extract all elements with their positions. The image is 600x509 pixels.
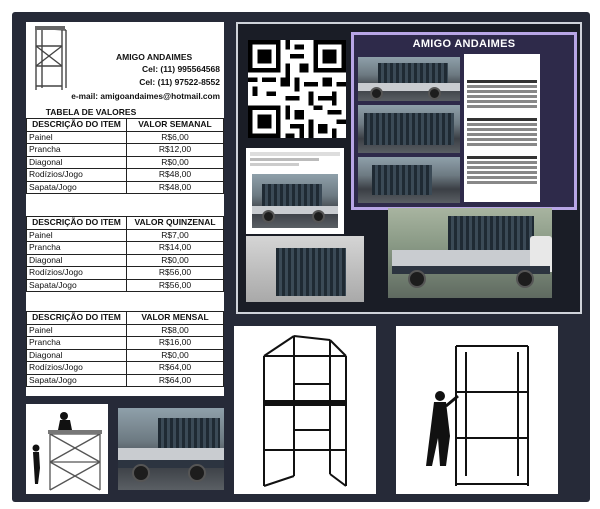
phone-1: Cel: (11) 995564568 <box>142 64 220 74</box>
item-name: Diagonal <box>27 254 127 267</box>
brochure-image <box>351 32 577 210</box>
worker-scaffold-image <box>26 404 108 494</box>
email-address: e-mail: amigoandaimes@hotmail.com <box>71 91 220 101</box>
collage-frame <box>12 12 590 502</box>
col-header-item: DESCRIÇÃO DO ITEM <box>27 217 127 230</box>
col-header-item: DESCRIÇÃO DO ITEM <box>27 312 127 325</box>
phone-2: Cel: (11) 97522-8552 <box>139 77 220 87</box>
table-row <box>27 131 224 144</box>
table-weekly <box>26 118 224 194</box>
brochure-price-sheet <box>464 54 540 202</box>
table-row <box>27 337 224 350</box>
item-name: Sapata/Jogo <box>27 279 127 292</box>
item-name: Painel <box>27 324 127 337</box>
table-row <box>27 324 224 337</box>
table-row <box>27 374 224 387</box>
item-price: R$0,00 <box>127 349 224 362</box>
col-header-value: VALOR SEMANAL <box>127 119 224 132</box>
item-name: Rodízios/Jogo <box>27 169 127 182</box>
table-row <box>27 144 224 157</box>
table-row <box>27 229 224 242</box>
table-row <box>27 362 224 375</box>
table-title: TABELA DE VALORES <box>45 107 137 117</box>
item-name: Sapata/Jogo <box>27 181 127 194</box>
table-row <box>27 267 224 280</box>
item-price: R$64,00 <box>127 374 224 387</box>
price-panel <box>26 22 224 396</box>
scaffold-icon <box>396 326 558 494</box>
item-name: Diagonal <box>27 349 127 362</box>
scaffold-drawing-2 <box>396 326 558 494</box>
scaffold-drawing-1 <box>234 326 376 494</box>
item-price: R$16,00 <box>127 337 224 350</box>
item-name: Painel <box>27 229 127 242</box>
item-price: R$6,00 <box>127 131 224 144</box>
col-header-item: DESCRIÇÃO DO ITEM <box>27 119 127 132</box>
table-row <box>27 169 224 182</box>
item-name: Rodízios/Jogo <box>27 267 127 280</box>
truck-photo <box>118 408 224 490</box>
item-price: R$14,00 <box>127 242 224 255</box>
col-header-value: VALOR MENSAL <box>127 312 224 325</box>
item-name: Prancha <box>27 337 127 350</box>
item-name: Diagonal <box>27 156 127 169</box>
item-price: R$0,00 <box>127 156 224 169</box>
item-price: R$56,00 <box>127 279 224 292</box>
table-monthly <box>26 311 224 387</box>
item-name: Prancha <box>27 144 127 157</box>
listing-screenshot <box>246 148 344 234</box>
item-name: Painel <box>27 131 127 144</box>
item-price: R$7,00 <box>127 229 224 242</box>
table-row <box>27 242 224 255</box>
item-price: R$64,00 <box>127 362 224 375</box>
qr-code-icon <box>248 40 346 138</box>
scaffold-stack-photo <box>358 105 460 153</box>
table-row <box>27 181 224 194</box>
scaffold-icon <box>234 326 376 494</box>
item-name: Sapata/Jogo <box>27 374 127 387</box>
item-price: R$0,00 <box>127 254 224 267</box>
brochure-title: AMIGO ANDAIMES <box>412 38 516 50</box>
scaffold-stack-photo <box>246 236 364 302</box>
table-row <box>27 279 224 292</box>
item-price: R$56,00 <box>127 267 224 280</box>
item-price: R$48,00 <box>127 169 224 182</box>
scaffold-stack-photo <box>358 157 460 203</box>
item-price: R$48,00 <box>127 181 224 194</box>
col-header-value: VALOR QUINZENAL <box>127 217 224 230</box>
scaffold-icon <box>26 404 108 494</box>
table-row <box>27 156 224 169</box>
item-name: Prancha <box>27 242 127 255</box>
item-price: R$12,00 <box>127 144 224 157</box>
brand-name: AMIGO ANDAIMES <box>116 52 193 62</box>
truck-photo <box>358 57 460 101</box>
item-name: Rodízios/Jogo <box>27 362 127 375</box>
table-biweekly <box>26 216 224 292</box>
table-row <box>27 349 224 362</box>
table-row <box>27 254 224 267</box>
scaffold-icon <box>32 26 68 92</box>
truck-photo <box>388 208 552 298</box>
item-price: R$8,00 <box>127 324 224 337</box>
